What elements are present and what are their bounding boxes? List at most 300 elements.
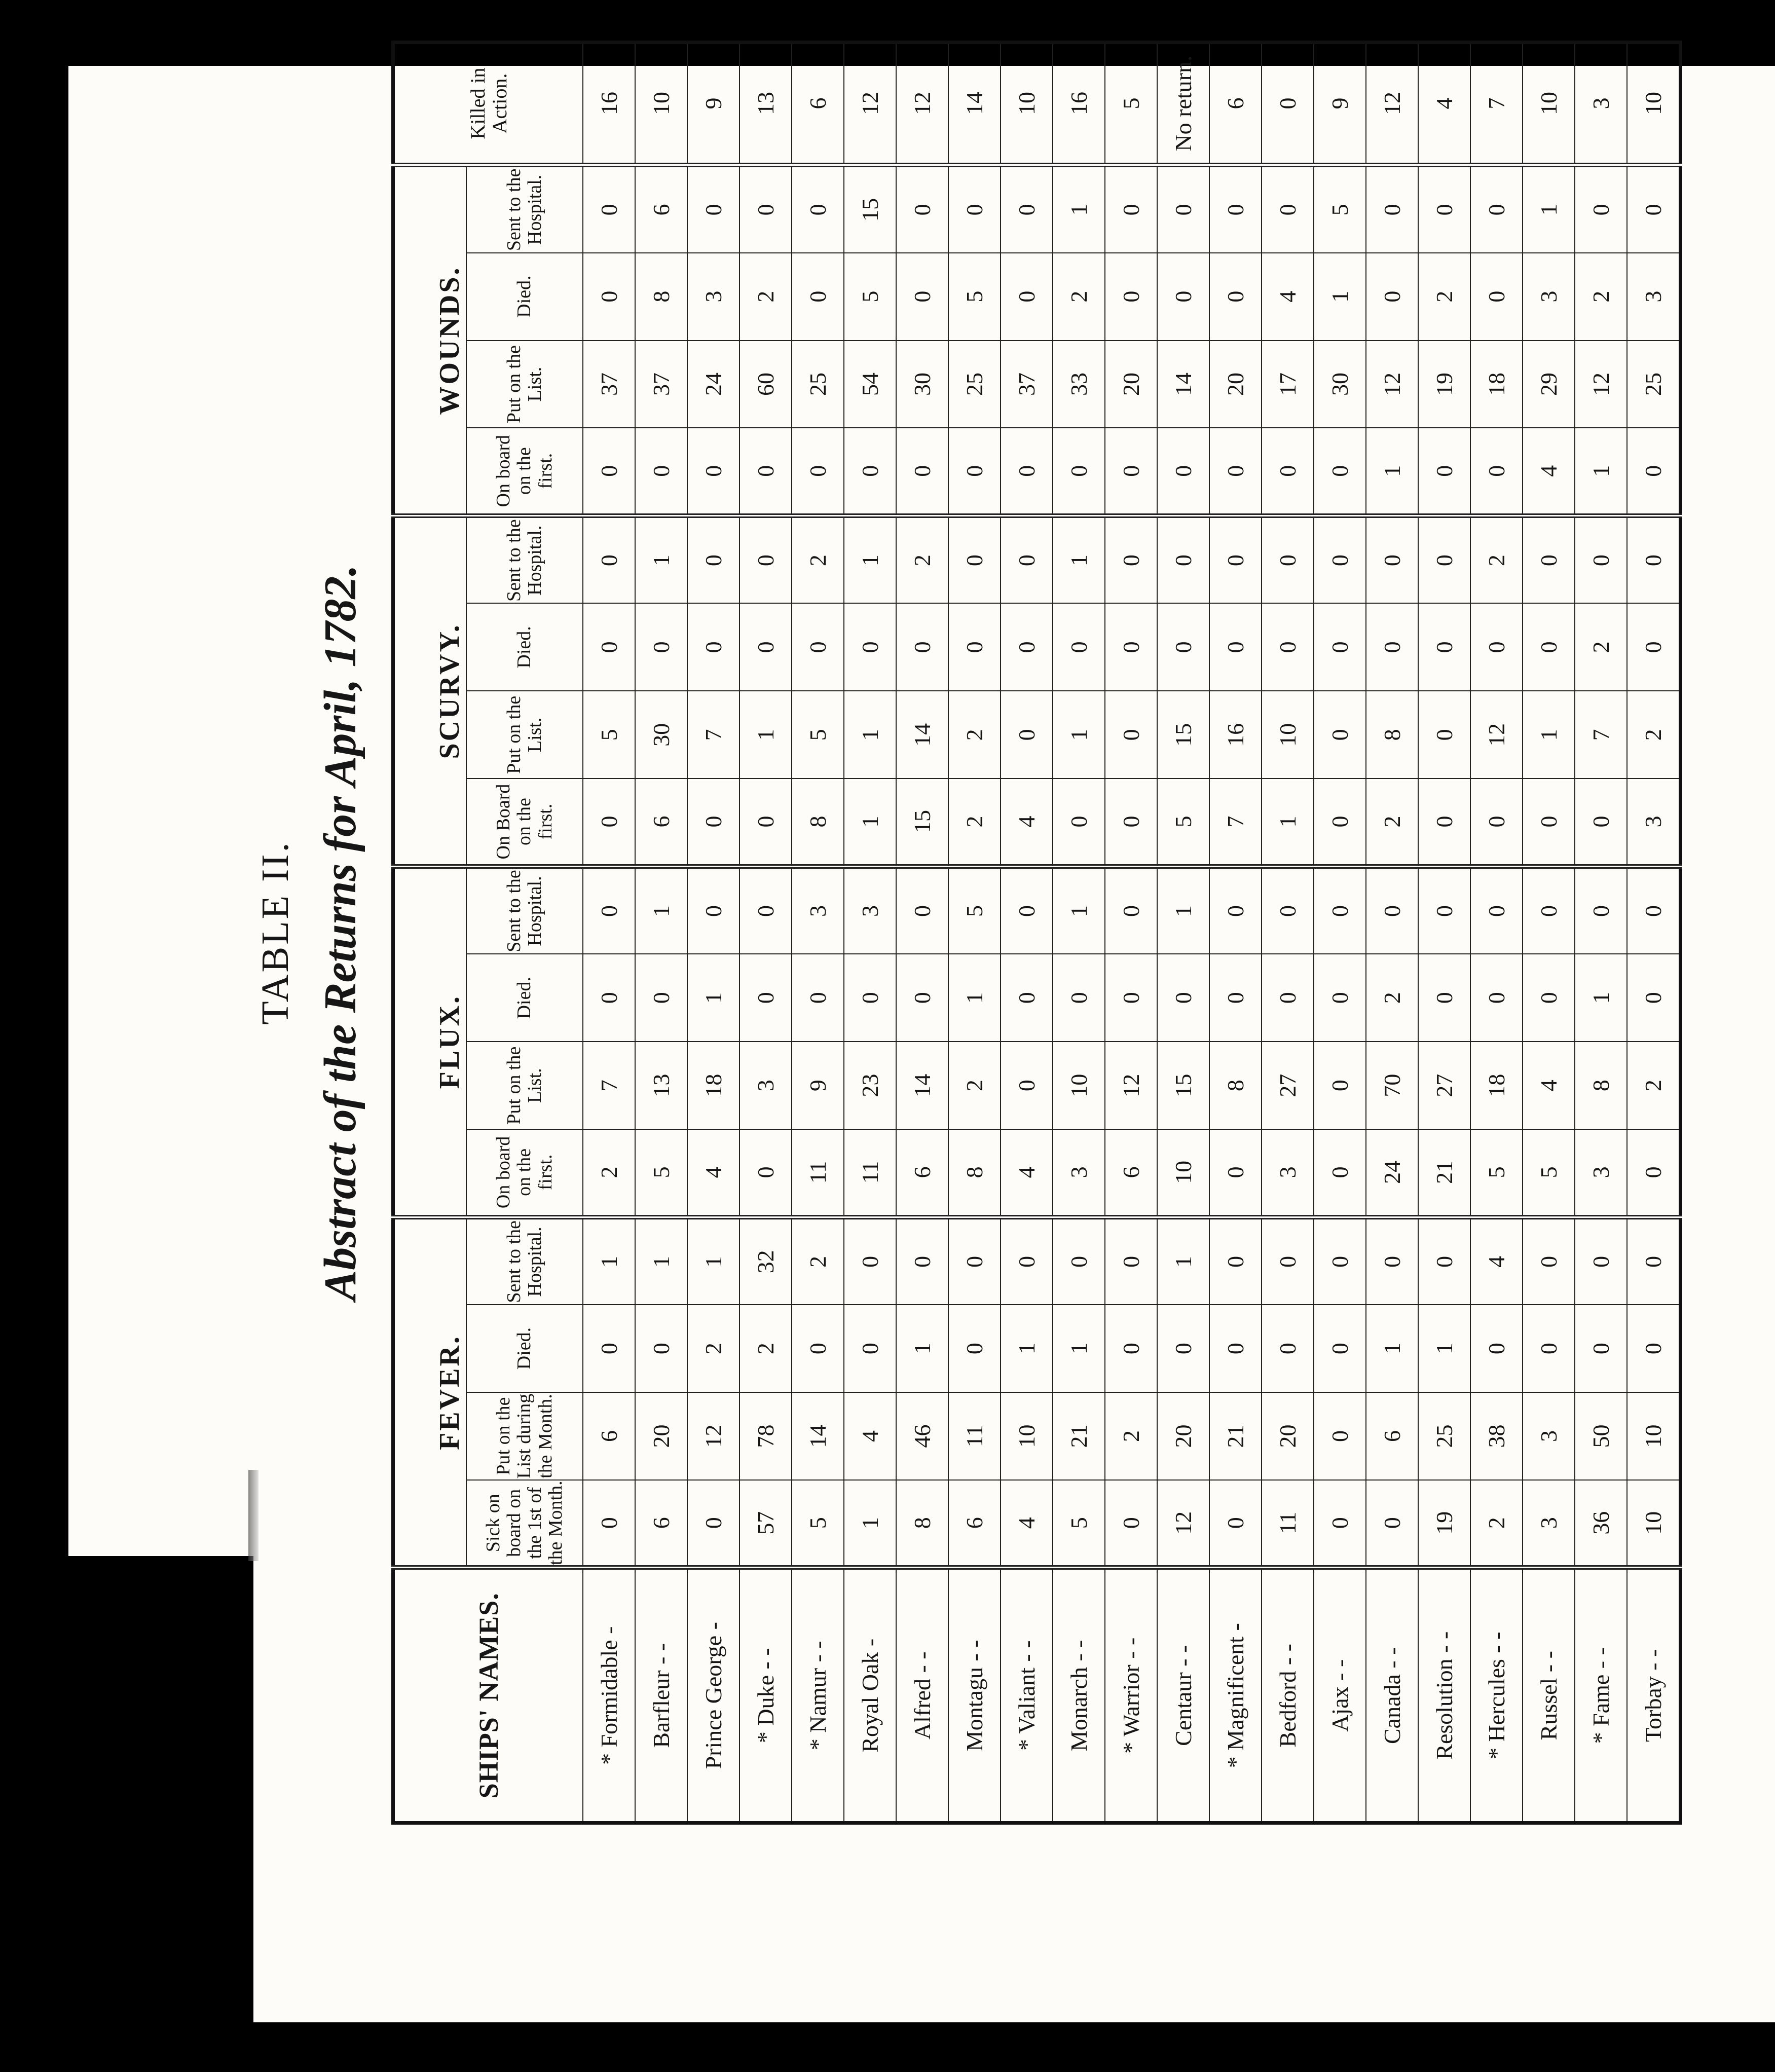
fever-hospital-cell: 0 (1366, 1217, 1418, 1305)
flux-hospital-cell: 3 (792, 866, 844, 954)
flux-hospital-cell: 0 (1314, 866, 1366, 954)
scurvy-died-cell: 0 (1523, 603, 1575, 691)
fever-first-cell: 8 (896, 1480, 948, 1568)
table-row (1627, 43, 1681, 1823)
wounds-died-cell: 0 (1366, 253, 1418, 341)
wounds-died-cell: 0 (1157, 253, 1209, 341)
flux-died-cell: 0 (1105, 954, 1157, 1042)
fever-first-cell: 19 (1418, 1480, 1470, 1568)
wounds-hospital-cell: 0 (739, 165, 792, 253)
wounds-died-cell: 0 (1470, 253, 1523, 341)
wounds-first-cell: 0 (1053, 428, 1105, 515)
scurvy-first-cell: 1 (844, 779, 896, 866)
flux-died-cell: 0 (1157, 954, 1209, 1042)
flux-first-cell: 3 (1575, 1129, 1627, 1217)
table-row (1314, 43, 1366, 1823)
flux-first-cell: 11 (844, 1129, 896, 1217)
scurvy-put-cell: 30 (635, 691, 687, 779)
fever-hospital-cell: 0 (1105, 1217, 1157, 1305)
wounds-hospital-cell: 0 (1157, 165, 1209, 253)
killed-cell: 5 (1105, 43, 1157, 165)
scurvy-died-cell: 0 (1262, 603, 1314, 691)
scurvy-header: SCURVY. (393, 515, 467, 866)
fever-col-hospital: Sent to the Hospital. (466, 1217, 583, 1305)
wounds-put-cell: 37 (583, 341, 635, 428)
scurvy-put-cell: 1 (739, 691, 792, 779)
killed-cell: 13 (739, 43, 792, 165)
scurvy-first-cell: 0 (687, 779, 739, 866)
wounds-hospital-cell: 1 (1523, 165, 1575, 253)
scurvy-first-cell: 1 (1262, 779, 1314, 866)
flux-first-cell: 11 (792, 1129, 844, 1217)
flux-first-cell: 3 (1053, 1129, 1105, 1217)
killed-cell: 7 (1470, 43, 1523, 165)
fever-died-cell: 0 (1209, 1305, 1262, 1392)
scurvy-first-cell: 0 (1105, 779, 1157, 866)
header-row-columns (466, 43, 583, 1823)
flux-first-cell: 5 (635, 1129, 687, 1217)
wounds-hospital-cell: 0 (896, 165, 948, 253)
wounds-first-cell: 0 (948, 428, 1001, 515)
returns-table (391, 41, 1682, 1825)
fever-died-cell: 0 (1105, 1305, 1157, 1392)
fever-put-cell: 2 (1105, 1392, 1157, 1480)
fever-hospital-cell: 0 (844, 1217, 896, 1305)
scurvy-hospital-cell: 2 (792, 515, 844, 603)
fever-hospital-cell: 0 (1262, 1217, 1314, 1305)
scurvy-first-cell: 0 (1470, 779, 1523, 866)
scurvy-put-cell: 14 (896, 691, 948, 779)
wounds-first-cell: 0 (583, 428, 635, 515)
flux-put-cell: 12 (1105, 1042, 1157, 1129)
wounds-hospital-cell: 0 (1262, 165, 1314, 253)
fever-hospital-cell: 1 (1157, 1217, 1209, 1305)
wounds-died-cell: 3 (1523, 253, 1575, 341)
fever-first-cell: 0 (1314, 1480, 1366, 1568)
fever-put-cell: 38 (1470, 1392, 1523, 1480)
flux-put-cell: 23 (844, 1042, 896, 1129)
flux-hospital-cell: 0 (1209, 866, 1262, 954)
scurvy-col-died: Died. (466, 603, 583, 691)
killed-cell: No return. (1157, 43, 1209, 165)
scurvy-first-cell: 15 (896, 779, 948, 866)
scurvy-hospital-cell: 0 (948, 515, 1001, 603)
wounds-died-cell: 0 (1001, 253, 1053, 341)
flux-died-cell: 0 (1001, 954, 1053, 1042)
wounds-put-cell: 30 (1314, 341, 1366, 428)
scurvy-first-cell: 2 (948, 779, 1001, 866)
fever-hospital-cell: 2 (792, 1217, 844, 1305)
scurvy-put-cell: 7 (687, 691, 739, 779)
scurvy-hospital-cell: 0 (583, 515, 635, 603)
scurvy-died-cell: 0 (1470, 603, 1523, 691)
table-row (896, 43, 948, 1823)
scurvy-hospital-cell: 0 (1001, 515, 1053, 603)
flux-died-cell: 0 (1209, 954, 1262, 1042)
fever-header: FEVER. (393, 1217, 467, 1568)
scurvy-put-cell: 0 (1418, 691, 1470, 779)
fever-col-died: Died. (466, 1305, 583, 1392)
flux-hospital-cell: 0 (1418, 866, 1470, 954)
killed-cell: 16 (583, 43, 635, 165)
scurvy-put-cell: 1 (1523, 691, 1575, 779)
wounds-first-cell: 0 (635, 428, 687, 515)
flux-put-cell: 3 (739, 1042, 792, 1129)
scurvy-put-cell: 15 (1157, 691, 1209, 779)
flux-died-cell: 1 (948, 954, 1001, 1042)
table-row (1157, 43, 1209, 1823)
flux-hospital-cell: 0 (583, 866, 635, 954)
wounds-col-on-board: On board on the first. (466, 428, 583, 515)
fever-first-cell: 6 (948, 1480, 1001, 1568)
fever-put-cell: 6 (583, 1392, 635, 1480)
table-row (635, 43, 687, 1823)
flux-hospital-cell: 1 (635, 866, 687, 954)
fever-hospital-cell: 0 (948, 1217, 1001, 1305)
fever-died-cell: 0 (948, 1305, 1001, 1392)
ship-name-cell: Prince George - (687, 1568, 739, 1823)
scurvy-put-cell: 1 (844, 691, 896, 779)
flux-died-cell: 0 (1418, 954, 1470, 1042)
wounds-died-cell: 0 (896, 253, 948, 341)
flux-put-cell: 4 (1523, 1042, 1575, 1129)
table-title: TABLE II. (254, 840, 297, 1025)
wounds-died-cell: 8 (635, 253, 687, 341)
scurvy-hospital-cell: 0 (1157, 515, 1209, 603)
scurvy-hospital-cell: 0 (1105, 515, 1157, 603)
wounds-first-cell: 0 (687, 428, 739, 515)
flux-put-cell: 27 (1418, 1042, 1470, 1129)
flux-died-cell: 0 (1470, 954, 1523, 1042)
flux-hospital-cell: 0 (1001, 866, 1053, 954)
scurvy-hospital-cell: 0 (739, 515, 792, 603)
flux-first-cell: 4 (1001, 1129, 1053, 1217)
table-row (1001, 43, 1053, 1823)
scurvy-col-hospital: Sent to the Hospital. (466, 515, 583, 603)
flux-first-cell: 0 (1627, 1129, 1681, 1217)
scurvy-col-on-board: On Board on the first. (466, 779, 583, 866)
killed-cell: 6 (1209, 43, 1262, 165)
flux-died-cell: 0 (739, 954, 792, 1042)
flux-hospital-cell: 0 (1262, 866, 1314, 954)
wounds-hospital-cell: 0 (792, 165, 844, 253)
ship-name-cell: * Duke - - (739, 1568, 792, 1823)
fever-col-put-on-list: Put on the List during the Month. (466, 1392, 583, 1480)
wounds-died-cell: 0 (792, 253, 844, 341)
fever-first-cell: 5 (1053, 1480, 1105, 1568)
wounds-died-cell: 3 (1627, 253, 1681, 341)
wounds-hospital-cell: 0 (1575, 165, 1627, 253)
fever-hospital-cell: 0 (1209, 1217, 1262, 1305)
fever-first-cell: 0 (1366, 1480, 1418, 1568)
fever-put-cell: 20 (1262, 1392, 1314, 1480)
flux-hospital-cell: 0 (1470, 866, 1523, 954)
wounds-first-cell: 0 (1209, 428, 1262, 515)
page-content (233, 41, 1666, 1825)
scurvy-hospital-cell: 0 (1418, 515, 1470, 603)
killed-cell: 0 (1262, 43, 1314, 165)
fever-died-cell: 1 (1418, 1305, 1470, 1392)
wounds-put-cell: 25 (1627, 341, 1681, 428)
flux-died-cell: 0 (792, 954, 844, 1042)
ship-name-cell: Alfred - - (896, 1568, 948, 1823)
flux-col-died: Died. (466, 954, 583, 1042)
fever-hospital-cell: 0 (1627, 1217, 1681, 1305)
wounds-first-cell: 0 (1314, 428, 1366, 515)
table-row (792, 43, 844, 1823)
scurvy-died-cell: 0 (635, 603, 687, 691)
scurvy-hospital-cell: 1 (635, 515, 687, 603)
flux-hospital-cell: 0 (1366, 866, 1418, 954)
flux-hospital-cell: 0 (687, 866, 739, 954)
flux-died-cell: 0 (635, 954, 687, 1042)
scurvy-first-cell: 0 (739, 779, 792, 866)
ship-name-cell: * Namur - - (792, 1568, 844, 1823)
fever-died-cell: 0 (1262, 1305, 1314, 1392)
flux-hospital-cell: 0 (896, 866, 948, 954)
fever-hospital-cell: 0 (1001, 1217, 1053, 1305)
fever-died-cell: 0 (1627, 1305, 1681, 1392)
scurvy-first-cell: 7 (1209, 779, 1262, 866)
scurvy-put-cell: 12 (1470, 691, 1523, 779)
wounds-first-cell: 0 (1418, 428, 1470, 515)
table-row (1262, 43, 1314, 1823)
flux-put-cell: 15 (1157, 1042, 1209, 1129)
wounds-put-cell: 14 (1157, 341, 1209, 428)
wounds-died-cell: 2 (739, 253, 792, 341)
flux-hospital-cell: 0 (1105, 866, 1157, 954)
flux-died-cell: 0 (844, 954, 896, 1042)
wounds-put-cell: 33 (1053, 341, 1105, 428)
flux-first-cell: 0 (1209, 1129, 1262, 1217)
wounds-died-cell: 0 (1105, 253, 1157, 341)
fever-put-cell: 50 (1575, 1392, 1627, 1480)
wounds-hospital-cell: 0 (1627, 165, 1681, 253)
wounds-first-cell: 1 (1575, 428, 1627, 515)
scurvy-died-cell: 0 (1053, 603, 1105, 691)
fever-first-cell: 1 (844, 1480, 896, 1568)
fever-first-cell: 12 (1157, 1480, 1209, 1568)
killed-cell: 10 (1001, 43, 1053, 165)
scurvy-hospital-cell: 2 (1470, 515, 1523, 603)
wounds-died-cell: 2 (1418, 253, 1470, 341)
scurvy-died-cell: 0 (844, 603, 896, 691)
flux-died-cell: 0 (896, 954, 948, 1042)
flux-died-cell: 0 (1523, 954, 1575, 1042)
wounds-col-put-on-list: Put on the List. (466, 341, 583, 428)
fever-first-cell: 0 (1105, 1480, 1157, 1568)
wounds-hospital-cell: 15 (844, 165, 896, 253)
ship-name-cell: * Formidable - (583, 1568, 635, 1823)
wounds-hospital-cell: 1 (1053, 165, 1105, 253)
fever-put-cell: 10 (1001, 1392, 1053, 1480)
table-row (1575, 43, 1627, 1823)
wounds-first-cell: 4 (1523, 428, 1575, 515)
fever-put-cell: 10 (1627, 1392, 1681, 1480)
fever-hospital-cell: 0 (1314, 1217, 1366, 1305)
wounds-put-cell: 25 (792, 341, 844, 428)
flux-put-cell: 18 (1470, 1042, 1523, 1129)
fever-put-cell: 0 (1314, 1392, 1366, 1480)
scurvy-died-cell: 0 (1314, 603, 1366, 691)
table-row (1209, 43, 1262, 1823)
flux-col-put-on-list: Put on the List. (466, 1042, 583, 1129)
flux-first-cell: 10 (1157, 1129, 1209, 1217)
wounds-put-cell: 18 (1470, 341, 1523, 428)
wounds-put-cell: 12 (1575, 341, 1627, 428)
killed-cell: 9 (1314, 43, 1366, 165)
fever-hospital-cell: 1 (687, 1217, 739, 1305)
scurvy-hospital-cell: 0 (687, 515, 739, 603)
fever-died-cell: 0 (635, 1305, 687, 1392)
scurvy-died-cell: 0 (583, 603, 635, 691)
fever-first-cell: 6 (635, 1480, 687, 1568)
flux-put-cell: 2 (1627, 1042, 1681, 1129)
flux-hospital-cell: 5 (948, 866, 1001, 954)
scurvy-put-cell: 16 (1209, 691, 1262, 779)
scurvy-hospital-cell: 0 (1209, 515, 1262, 603)
ship-name-cell: Centaur - - (1157, 1568, 1209, 1823)
flux-hospital-cell: 0 (1575, 866, 1627, 954)
scurvy-first-cell: 0 (583, 779, 635, 866)
killed-cell: 12 (896, 43, 948, 165)
flux-put-cell: 8 (1209, 1042, 1262, 1129)
scurvy-put-cell: 0 (1105, 691, 1157, 779)
wounds-hospital-cell: 0 (1001, 165, 1053, 253)
ship-name-cell: * Warrior - - (1105, 1568, 1157, 1823)
scurvy-first-cell: 0 (1418, 779, 1470, 866)
fever-put-cell: 4 (844, 1392, 896, 1480)
scurvy-put-cell: 1 (1053, 691, 1105, 779)
table-row (687, 43, 739, 1823)
fever-hospital-cell: 0 (896, 1217, 948, 1305)
scurvy-first-cell: 0 (1523, 779, 1575, 866)
flux-first-cell: 5 (1470, 1129, 1523, 1217)
flux-first-cell: 4 (687, 1129, 739, 1217)
table-subtitle: Abstract of the Returns for April, 1782. (315, 565, 365, 1301)
ship-name-cell: Resolution - - (1418, 1568, 1470, 1823)
fever-died-cell: 0 (1575, 1305, 1627, 1392)
killed-cell: 10 (1627, 43, 1681, 165)
flux-put-cell: 70 (1366, 1042, 1418, 1129)
scurvy-put-cell: 0 (1314, 691, 1366, 779)
header-row-groups (393, 43, 467, 1823)
fever-hospital-cell: 1 (583, 1217, 635, 1305)
wounds-hospital-cell: 0 (948, 165, 1001, 253)
fever-first-cell: 11 (1262, 1480, 1314, 1568)
scurvy-died-cell: 0 (687, 603, 739, 691)
fever-first-cell: 0 (583, 1480, 635, 1568)
flux-died-cell: 0 (1262, 954, 1314, 1042)
flux-hospital-cell: 1 (1053, 866, 1105, 954)
flux-died-cell: 0 (1627, 954, 1681, 1042)
fever-died-cell: 1 (1001, 1305, 1053, 1392)
fever-died-cell: 1 (896, 1305, 948, 1392)
wounds-hospital-cell: 6 (635, 165, 687, 253)
scurvy-died-cell: 0 (1627, 603, 1681, 691)
scurvy-first-cell: 0 (1314, 779, 1366, 866)
flux-put-cell: 10 (1053, 1042, 1105, 1129)
flux-hospital-cell: 3 (844, 866, 896, 954)
scurvy-first-cell: 2 (1366, 779, 1418, 866)
fever-first-cell: 0 (1209, 1480, 1262, 1568)
scurvy-died-cell: 0 (948, 603, 1001, 691)
scurvy-hospital-cell: 0 (1523, 515, 1575, 603)
wounds-hospital-cell: 5 (1314, 165, 1366, 253)
killed-header: Killed in Action. (393, 43, 583, 165)
flux-put-cell: 7 (583, 1042, 635, 1129)
wounds-died-cell: 2 (1053, 253, 1105, 341)
fever-first-cell: 10 (1627, 1480, 1681, 1568)
flux-put-cell: 14 (896, 1042, 948, 1129)
wounds-col-hospital: Sent to the Hospital. (466, 165, 583, 253)
wounds-hospital-cell: 0 (1366, 165, 1418, 253)
wounds-died-cell: 5 (844, 253, 896, 341)
fever-first-cell: 57 (739, 1480, 792, 1568)
scurvy-first-cell: 5 (1157, 779, 1209, 866)
wounds-put-cell: 12 (1366, 341, 1418, 428)
flux-header: FLUX. (393, 866, 467, 1217)
table-row (1523, 43, 1575, 1823)
fever-put-cell: 20 (1157, 1392, 1209, 1480)
scurvy-put-cell: 5 (792, 691, 844, 779)
fever-died-cell: 1 (1366, 1305, 1418, 1392)
table-body (583, 43, 1681, 1823)
ship-name-cell: * Hercules - - (1470, 1568, 1523, 1823)
flux-put-cell: 27 (1262, 1042, 1314, 1129)
scurvy-hospital-cell: 1 (844, 515, 896, 603)
fever-put-cell: 3 (1523, 1392, 1575, 1480)
ship-name-cell: Barfleur - - (635, 1568, 687, 1823)
wounds-died-cell: 5 (948, 253, 1001, 341)
wounds-first-cell: 0 (1157, 428, 1209, 515)
fever-first-cell: 4 (1001, 1480, 1053, 1568)
scurvy-first-cell: 0 (1575, 779, 1627, 866)
flux-first-cell: 6 (1105, 1129, 1157, 1217)
fever-died-cell: 2 (739, 1305, 792, 1392)
scurvy-put-cell: 5 (583, 691, 635, 779)
ship-name-cell: Canada - - (1366, 1568, 1418, 1823)
fever-put-cell: 78 (739, 1392, 792, 1480)
scurvy-first-cell: 4 (1001, 779, 1053, 866)
flux-died-cell: 0 (1053, 954, 1105, 1042)
flux-put-cell: 13 (635, 1042, 687, 1129)
flux-died-cell: 0 (1314, 954, 1366, 1042)
killed-cell: 6 (792, 43, 844, 165)
fever-put-cell: 46 (896, 1392, 948, 1480)
scurvy-died-cell: 0 (792, 603, 844, 691)
ship-name-cell: Ajax - - (1314, 1568, 1366, 1823)
fever-put-cell: 14 (792, 1392, 844, 1480)
killed-cell: 10 (635, 43, 687, 165)
fever-died-cell: 0 (1157, 1305, 1209, 1392)
table-row (739, 43, 792, 1823)
wounds-hospital-cell: 0 (583, 165, 635, 253)
wounds-put-cell: 37 (635, 341, 687, 428)
wounds-died-cell: 1 (1314, 253, 1366, 341)
killed-cell: 3 (1575, 43, 1627, 165)
fever-first-cell: 2 (1470, 1480, 1523, 1568)
wounds-first-cell: 0 (792, 428, 844, 515)
flux-hospital-cell: 0 (1523, 866, 1575, 954)
fever-first-cell: 3 (1523, 1480, 1575, 1568)
wounds-hospital-cell: 0 (1105, 165, 1157, 253)
wounds-put-cell: 54 (844, 341, 896, 428)
fever-hospital-cell: 4 (1470, 1217, 1523, 1305)
scurvy-col-put-on-list: Put on the List. (466, 691, 583, 779)
table-row (1105, 43, 1157, 1823)
flux-first-cell: 0 (739, 1129, 792, 1217)
